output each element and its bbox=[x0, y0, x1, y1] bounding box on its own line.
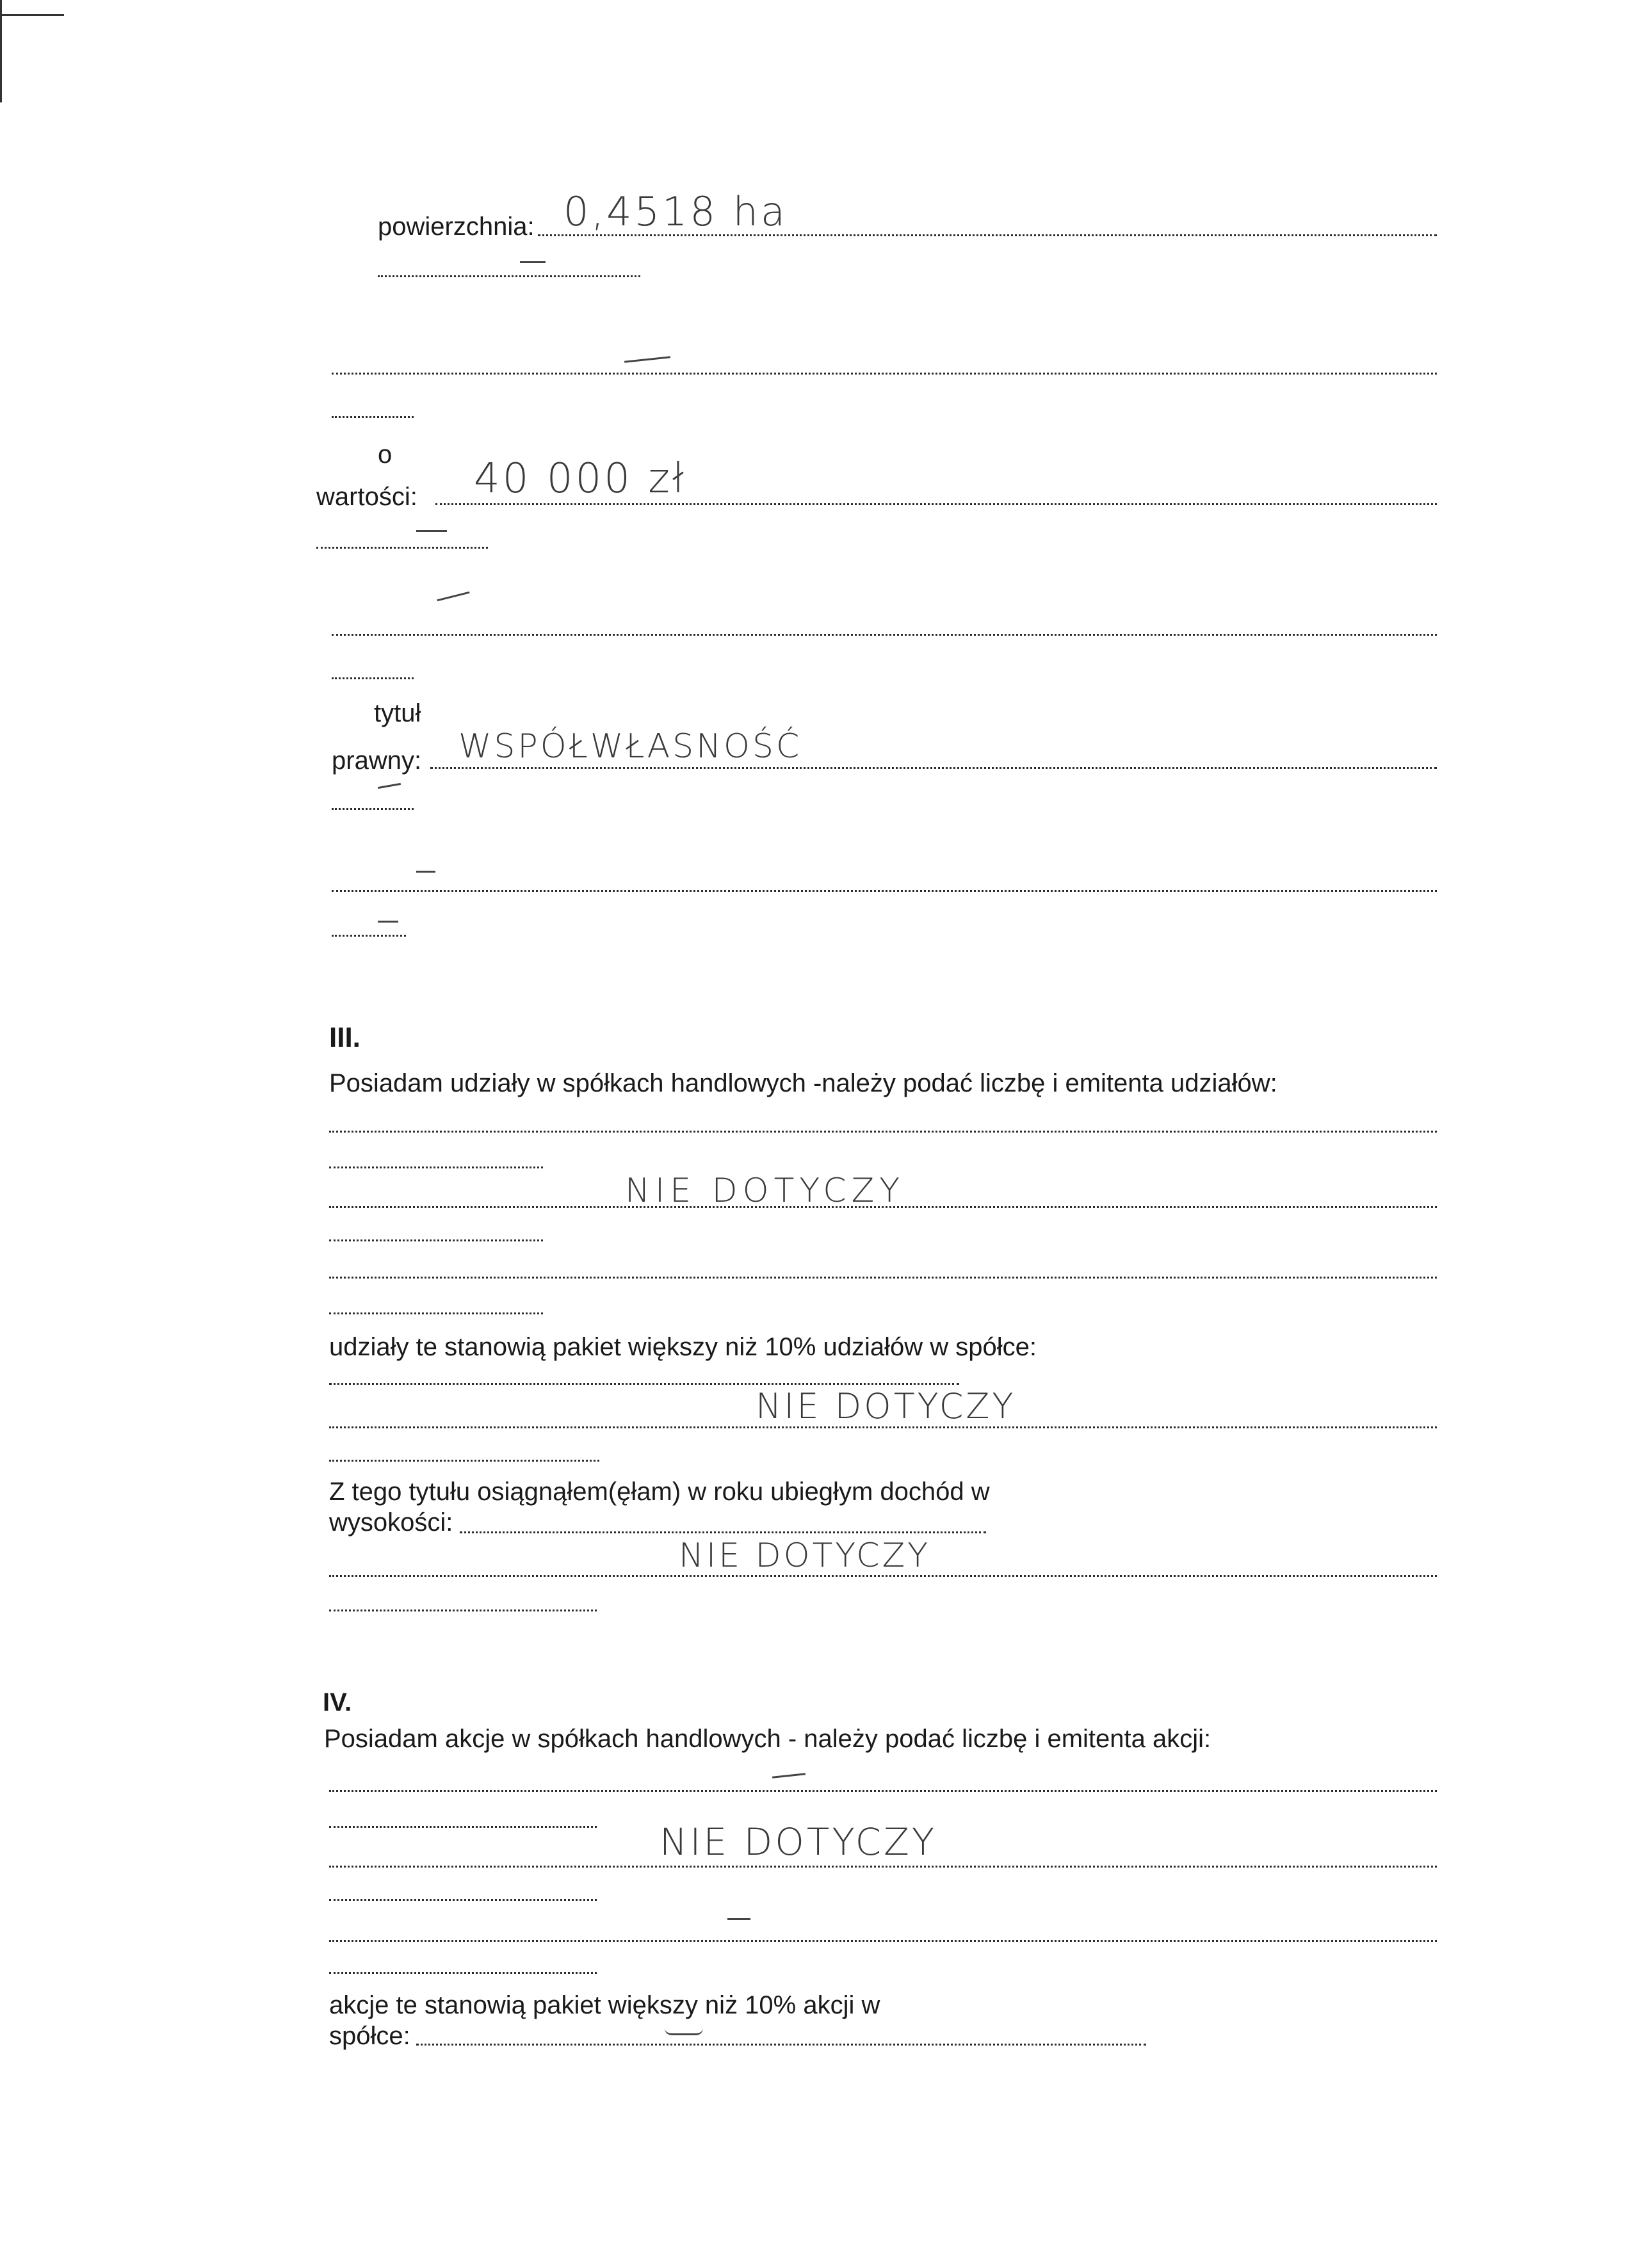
blank-dash bbox=[378, 921, 398, 923]
blank-dash bbox=[772, 1773, 806, 1778]
shares-iv-dotted-line-short bbox=[329, 1899, 597, 1901]
title-label-1: tytuł bbox=[374, 699, 421, 727]
section-iv-heading: IV. bbox=[323, 1688, 352, 1716]
shares-iv-dotted-line bbox=[329, 1866, 1437, 1868]
title-dotted-line-2 bbox=[332, 808, 414, 810]
shares-iv-dotted-line-short bbox=[329, 1826, 597, 1828]
scan-corner-line bbox=[0, 14, 64, 16]
section-iv-intro: Posiadam akcje w spółkach handlowych - należy podać liczbę i emitenta akcji: bbox=[324, 1725, 1211, 1753]
blank-dash bbox=[437, 592, 469, 601]
blank-dotted-line bbox=[332, 890, 1437, 892]
stake-dotted-line bbox=[329, 1383, 959, 1385]
blank-dotted-line-short bbox=[332, 935, 406, 937]
title-handwritten-value: WSPÓŁWŁASNOŚĆ bbox=[458, 727, 802, 766]
shares-handwritten: NIE DOTYCZY bbox=[625, 1172, 905, 1210]
section-iii-heading: III. bbox=[329, 1022, 360, 1053]
value-label: wartości: bbox=[316, 483, 417, 511]
blank-dash bbox=[416, 530, 447, 532]
income-dotted-line bbox=[460, 1531, 986, 1533]
shares-dotted-line-short bbox=[329, 1166, 543, 1168]
value-handwritten: 40 000 zł bbox=[474, 455, 687, 503]
blank-dotted-line bbox=[332, 373, 1437, 375]
blank-dash bbox=[416, 871, 435, 873]
surface-dotted-line-2 bbox=[378, 275, 640, 277]
value-dotted-line-2 bbox=[316, 547, 488, 549]
shares-dotted-line-short bbox=[329, 1312, 543, 1314]
shares-iv-dotted-line bbox=[329, 1790, 1437, 1792]
shares-iv-dotted-line bbox=[329, 1940, 1437, 1942]
shares-iv-handwritten: NIE DOTYCZY bbox=[660, 1820, 937, 1864]
stake-question: udziały te stanowią pakiet większy niż 10% udziałów w spółce: bbox=[329, 1333, 1037, 1361]
shares-dotted-line bbox=[329, 1277, 1437, 1279]
stake-dotted-line bbox=[329, 1426, 1437, 1428]
iv-stake-line-1: akcje te stanowią pakiet większy niż 10% akcji w bbox=[329, 1991, 880, 2019]
iv-stake-line-2: spółce: bbox=[329, 2022, 410, 2050]
section-iii-intro: Posiadam udziały w spółkach handlowych -należy podać liczbę i emitenta udziałów: bbox=[329, 1069, 1277, 1097]
iv-stake-dotted-line bbox=[416, 2044, 1146, 2046]
title-dotted-line bbox=[430, 767, 1437, 769]
blank-dash bbox=[378, 783, 401, 789]
income-line-2: wysokości: bbox=[329, 1508, 453, 1537]
blank-dash bbox=[665, 2028, 703, 2035]
income-dotted-line-short bbox=[329, 1610, 597, 1611]
blank-dash bbox=[520, 261, 546, 263]
value-dotted-line bbox=[435, 503, 1437, 505]
blank-dash bbox=[624, 356, 670, 363]
income-line-1: Z tego tytułu osiągnąłem(ęłam) w roku ubiegłym dochód w bbox=[329, 1478, 990, 1506]
income-handwritten: NIE DOTYCZY bbox=[679, 1537, 930, 1575]
shares-dotted-line-short bbox=[329, 1239, 543, 1241]
income-dotted-line bbox=[329, 1575, 1437, 1577]
stake-handwritten: NIE DOTYCZY bbox=[756, 1386, 1016, 1426]
blank-dotted-line bbox=[332, 634, 1437, 636]
blank-dotted-line-short bbox=[332, 416, 414, 418]
title-label-2: prawny: bbox=[332, 747, 422, 775]
blank-dash bbox=[727, 1918, 750, 1920]
stake-dotted-line-short bbox=[329, 1460, 599, 1462]
shares-iv-dotted-line-short bbox=[329, 1972, 597, 1974]
surface-handwritten-value: 0,4518 ha bbox=[563, 188, 788, 235]
o-label: o bbox=[378, 440, 393, 469]
shares-dotted-line bbox=[329, 1131, 1437, 1133]
surface-label: powierzchnia: bbox=[378, 213, 535, 241]
blank-dotted-line-short bbox=[332, 677, 414, 679]
